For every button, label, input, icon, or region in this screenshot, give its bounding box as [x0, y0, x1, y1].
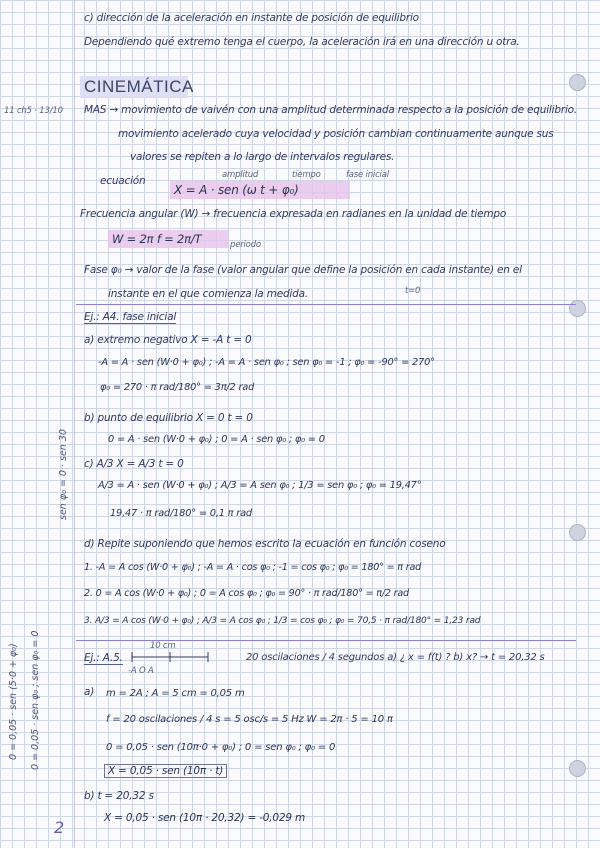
diagram-label: -A O A: [128, 666, 154, 676]
annotation: t=0: [405, 286, 421, 296]
exercise-heading: Ej.: A4. fase inicial: [84, 311, 177, 323]
annotation: fase inicial: [346, 170, 389, 180]
side-note: sen φ₀ = 0 · sen 30: [58, 429, 69, 520]
exercise-part: a): [84, 686, 95, 698]
note-line: Fase φ₀ → valor de la fase (valor angular que define la posición en cada instante) en el: [84, 264, 522, 276]
calc-line: m = 2A ; A = 5 cm = 0,05 m: [106, 688, 245, 699]
side-note: 0 = 0,05 · sen φ₀ ; sen φ₀ = 0: [30, 630, 41, 770]
note-line: Dependiendo qué extremo tenga el cuerpo, la aceleración irá en una dirección u otra.: [84, 36, 520, 48]
calc-line: 0 = 0,05 · sen (10π·0 + φ₀) ; 0 = sen φ₀ ; φ₀ = 0: [106, 742, 336, 753]
oscillation-range-diagram: [130, 650, 210, 664]
exercise-part: d) Repite suponiendo que hemos escrito la ecuación en función coseno: [84, 538, 446, 550]
calc-line: 19,47 · π rad/180° = 0,1 π rad: [110, 508, 252, 519]
calc-line: X = 0,05 · sen (10π · 20,32) = -0,029 m: [104, 812, 306, 824]
annotation: periodo: [230, 240, 261, 250]
note-line: c) dirección de la aceleración en instante de posición de equilibrio: [84, 12, 419, 24]
calc-line: 2. 0 = A cos (W·0 + φ₀) ; 0 = A cos φ₀ ; φ₀ = 90° · π rad/180° = π/2 rad: [84, 588, 409, 599]
section-separator: [76, 304, 576, 305]
exercise-part: c) A/3 X = A/3 t = 0: [84, 458, 184, 470]
calc-line: f = 20 oscilaciones / 4 s = 5 osc/s = 5 Hz W = 2π · 5 = 10 π: [106, 714, 393, 725]
sin-equation: X = A · sen (ω t + φ₀): [174, 183, 299, 197]
annotation: tiempo: [292, 170, 321, 180]
binder-hole-icon: [569, 760, 586, 777]
note-line: movimiento acelerado cuya velocidad y posición cambian continuamente aunque sus: [118, 128, 554, 140]
calc-line: 3. A/3 = A cos (W·0 + φ₀) ; A/3 = A cos φ₀ ; 1/3 = cos φ₀ ; φ₀ = 70,5 · π rad/180° = 1,23 rad: [84, 616, 481, 626]
exercise-heading: Ej.: A.5.: [84, 652, 123, 664]
calc-line: φ₀ = 270 · π rad/180° = 3π/2 rad: [100, 382, 255, 393]
calc-line: -A = A · sen (W·0 + φ₀) ; -A = A · sen φ₀ ; sen φ₀ = -1 ; φ₀ = -90° = 270°: [98, 357, 435, 368]
exercise-part: a) extremo negativo X = -A t = 0: [84, 334, 252, 346]
note-line: valores se repiten a lo largo de intervalos regulares.: [130, 151, 395, 163]
diagram-label: 10 cm: [150, 641, 176, 651]
exercise-part: b) punto de equilibrio X = 0 t = 0: [84, 412, 253, 424]
result-boxed: X = 0,05 · sen (10π · t): [104, 764, 227, 778]
exercise-part: b) t = 20,32 s: [84, 790, 154, 802]
side-note: 0 = 0,05 · sen (5·0 + φ₀): [8, 643, 19, 760]
binder-hole-icon: [569, 300, 586, 317]
calc-line: 0 = A · sen (W·0 + φ₀) ; 0 = A · sen φ₀ ; φ₀ = 0: [108, 434, 325, 445]
binder-hole-icon: [569, 74, 586, 91]
exercise-statement: 20 oscilaciones / 4 segundos a) ¿ x = f(t) ? b) x? → t = 20,32 s: [246, 652, 545, 663]
angular-frequency-equation: W = 2π f = 2π/T: [112, 232, 202, 246]
binder-hole-icon: [569, 524, 586, 541]
note-line: instante en el que comienza la medida.: [108, 288, 308, 300]
page-number: 2: [54, 818, 64, 837]
calc-line: 1. -A = A cos (W·0 + φ₀) ; -A = A · cos φ₀ ; -1 = cos φ₀ ; φ₀ = 180° = π rad: [84, 562, 422, 573]
note-line: MAS → movimiento de vaivén con una amplitud determinada respecto a la posición de equilibrio.: [84, 104, 578, 116]
margin-line: [74, 0, 75, 848]
equation-label: ecuación: [100, 175, 146, 187]
margin-note: 11 ch5 · 13/10: [4, 106, 63, 116]
calc-line: A/3 = A · sen (W·0 + φ₀) ; A/3 = A sen φ₀ ; 1/3 = sen φ₀ ; φ₀ = 19,47°: [98, 480, 422, 491]
note-line: Frecuencia angular (W) → frecuencia expresada en radianes en la unidad de tiempo: [80, 208, 507, 220]
section-title: CINEMÁTICA: [84, 77, 194, 96]
annotation: amplitud: [222, 170, 259, 180]
